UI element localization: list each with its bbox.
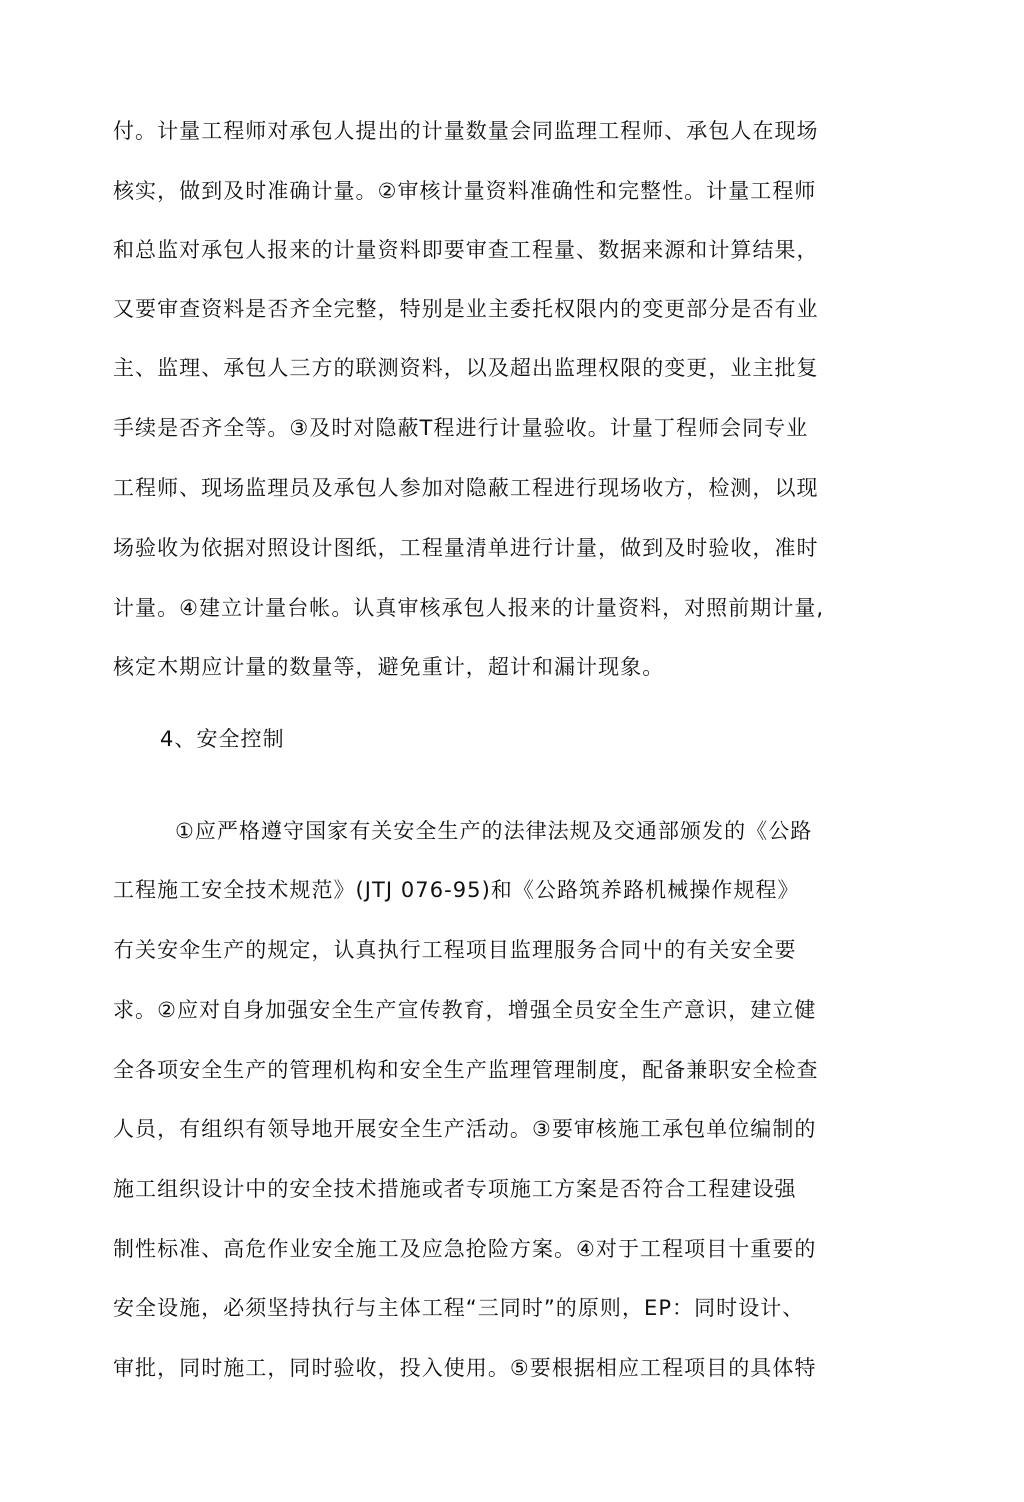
paragraph-line: 场验收为依据对照设计图纸，工程量清单进行计量，做到及时验收，准时: [113, 536, 819, 560]
paragraph-line: 审批，同时施工，同时验收，投入使用。⑤要根据相应工程项目的具体特: [113, 1356, 817, 1380]
paragraph-line: 工程施工安全技术规范》(JTJ 076-95)和《公路筑养路机械操作规程》: [113, 878, 800, 902]
paragraph-line: 工程师、现场监理员及承包人参加对隐蔽工程进行现场收方，检测，以现: [113, 476, 819, 500]
paragraph-line: 人员，有组织有领导地开展安全生产活动。③要审核施工承包单位编制的: [113, 1117, 817, 1141]
paragraph-line: 求。②应对自身加强安全生产宣传教育，增强全员安全生产意识，建立健: [113, 998, 817, 1022]
paragraph-line: 和总监对承包人报来的计量资料即要审查工程量、数据来源和计算结果，: [113, 238, 819, 262]
paragraph-line: 制性标准、高危作业安全施工及应急抢险方案。④对于工程项目十重要的: [113, 1237, 817, 1261]
paragraph-line: 又要审查资料是否齐全完整，特别是业主委托权限内的变更部分是否有业: [113, 297, 819, 321]
paragraph-line: 计量。④建立计量台帐。认真审核承包人报来的计量资料，对照前期计量,: [113, 596, 825, 620]
paragraph-line: 核定木期应计量的数量等，避免重计，超计和漏计现象。: [113, 655, 665, 679]
paragraph-line: ①应严格遵守国家有关安全生产的法律法规及交通部颁发的《公路: [175, 819, 813, 843]
paragraph-line: 安全设施，必须坚持执行与主体工程“三同时”的原则，EP：同时设计、: [113, 1296, 805, 1320]
paragraph-line: 手续是否齐全等。③及时对隐蔽T程进行计量验收。计量丁程师会同专业: [113, 416, 809, 440]
paragraph-line: 付。计量工程师对承包人提出的计量数量会同监理工程师、承包人在现场: [113, 119, 819, 143]
paragraph-line: 冇关安伞生产的规定，认真执行工程项目监理服务合同屮的有关安全要: [113, 938, 797, 962]
paragraph-line: 核实，做到及时准确计量。②审核计量资料准确性和完整性。计量工程师: [113, 179, 817, 203]
paragraph-line: 全各项安全生产的管理机构和安全生产监理管理制度，配备兼职安全检查: [113, 1058, 819, 1082]
paragraph-line: 施工组织设计中的安全技术措施或者专项施工方案是否符合工程建设强: [113, 1177, 797, 1201]
section-heading: 4、安全控制: [160, 727, 285, 751]
paragraph-line: 主、监理、承包人三方的联测资料，以及超出监理权限的变更，业主批复: [113, 356, 819, 380]
